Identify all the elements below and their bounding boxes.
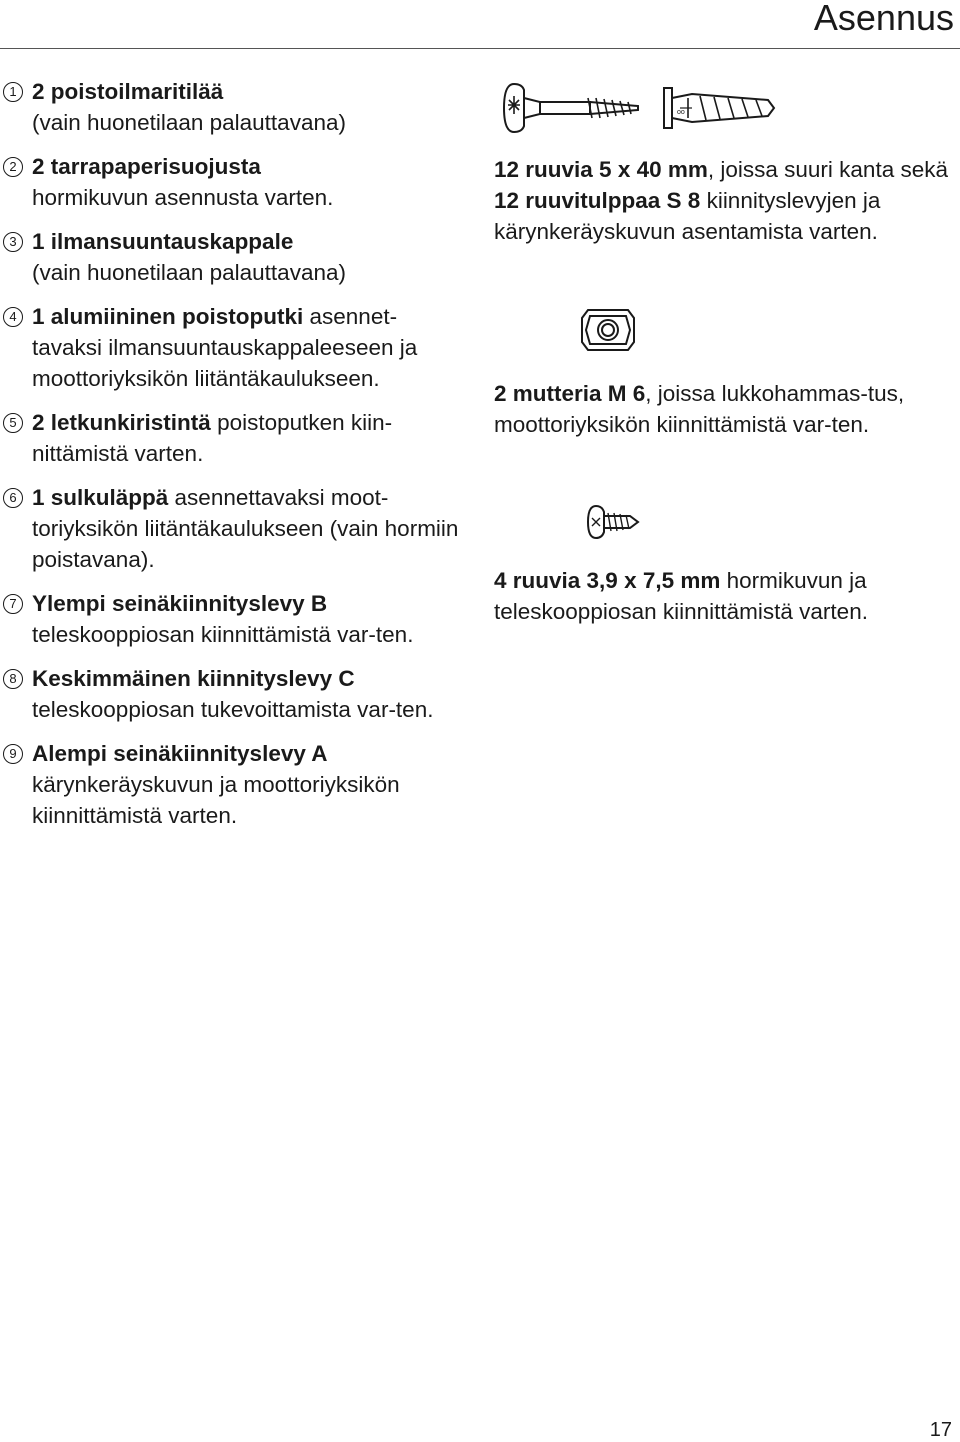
screw-text: , joissa suuri kanta sekä [707,157,948,182]
page-number: 17 [929,1419,952,1441]
item-description: kärynkeräyskuvun ja moottoriyksikön kiinnittämistä varten. [32,772,400,828]
nut-spec: 2 mutteria M 6 [494,381,646,406]
item-number: 6 [3,488,23,508]
hex-nut-icon [580,304,636,356]
item-title: 1 alumiininen poistoputki [32,304,304,329]
item-description: (vain huonetilaan palauttavana) [32,110,346,135]
item-title: Ylempi seinäkiinnityslevy B [32,591,328,616]
parts-list [0,76,470,844]
item-text: asennet- [303,304,398,329]
item-description: (vain huonetilaan palauttavana) [32,260,346,285]
screws-description [494,154,960,247]
item-description: teleskooppiosan kiinnittämistä var-ten. [32,622,414,647]
wall-plug-icon [658,84,778,132]
nut-text: , joissa lukkohammas-tus, moottoriyksikön kiinnittämistä var-ten. [494,381,905,437]
item-title: 1 ilmansuuntauskappale [32,229,294,254]
plug-spec: 12 ruuvitulppaa S 8 [494,188,701,213]
item-number: 5 [3,413,23,433]
item-title: Keskimmäinen kiinnityslevy C [32,666,355,691]
item-description: nittämistä varten. [32,441,204,466]
item-description: teleskooppiosan tukevoittamista var-ten. [32,697,434,722]
item-number: 1 [3,82,23,102]
list-item [0,407,470,469]
list-item [0,76,470,138]
list-item [0,226,470,288]
small-screw-icon [586,504,640,540]
item-description: hormikuvun asennusta varten. [32,185,334,210]
item-description: tavaksi ilmansuuntauskappaleeseen ja moottoriyksikön liitäntäkaulukseen. [32,335,418,391]
plug-text: kiinnityslevyjen ja kärynkeräyskuvun asentamista varten. [494,188,881,244]
item-title: 1 sulkuläppä [32,485,169,510]
list-item [0,663,470,725]
screw-spec: 12 ruuvia 5 x 40 mm [494,157,708,182]
item-title: 2 poistoilmaritilää [32,79,224,104]
item-title: 2 tarrapaperisuojusta [32,154,261,179]
nuts-description [494,378,960,440]
list-item [0,482,470,575]
item-description: toriyksikön liitäntäkaulukseen (vain hormiin poistavana). [32,516,459,572]
item-title: Alempi seinäkiinnityslevy A [32,741,328,766]
small-screw-spec: 4 ruuvia 3,9 x 7,5 mm [494,568,721,593]
list-item [0,151,470,213]
item-number: 2 [3,157,23,177]
small-screws-description [494,565,960,627]
list-item [0,738,470,831]
item-number: 8 [3,669,23,689]
section-title: Asennus [813,0,954,38]
small-screw-text: hormikuvun ja teleskooppiosan kiinnittämistä varten. [494,568,868,624]
item-number: 4 [3,307,23,327]
item-title: 2 letkunkiristintä [32,410,211,435]
item-text: asennettavaksi moot- [168,485,389,510]
item-number: 3 [3,232,23,252]
list-item [0,588,470,650]
item-text: poistoputken kiin- [210,410,393,435]
item-number: 7 [3,594,23,614]
screw-icon [500,80,640,136]
svg-text:oo: oo [677,109,685,116]
list-item [0,301,470,394]
item-number: 9 [3,744,23,764]
header-divider [0,48,960,49]
